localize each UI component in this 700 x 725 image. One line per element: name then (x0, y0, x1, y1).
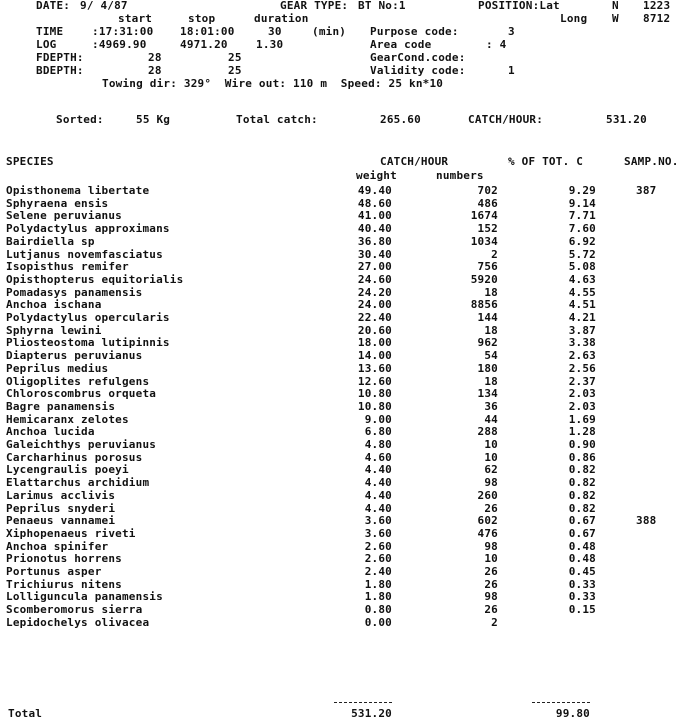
catch-numbers: 98 (484, 590, 498, 604)
pct-of-total: 0.82 (568, 476, 596, 490)
catch-numbers: 702 (477, 184, 498, 197)
catch-numbers: 1674 (470, 209, 498, 223)
bdepth-stop: 25 (228, 64, 242, 77)
catch-weight: 27.00 (357, 260, 392, 274)
species-name: Prionotus horrens (6, 552, 122, 566)
catch-weight: 1.80 (364, 577, 392, 591)
catch-weight: 30.40 (357, 247, 392, 261)
catch-numbers: 18 (484, 323, 498, 337)
species-name: Anchoa lucida (6, 425, 95, 439)
pct-of-total: 2.37 (568, 374, 596, 388)
pct-of-total: 0.15 (568, 603, 596, 617)
species-name: Anchoa ischana (6, 298, 102, 312)
species-name: Bagre panamensis (6, 399, 116, 413)
catch-numbers: 8856 (470, 298, 498, 312)
table-row (0, 261, 700, 274)
table-row (0, 388, 700, 401)
species-name: Peprilus snyderi (6, 501, 116, 515)
species-name: Polydactylus opercularis (6, 311, 170, 324)
table-row (0, 185, 700, 198)
pct-of-total: 6.92 (568, 234, 596, 248)
catch-numbers: 10 (484, 552, 498, 566)
catch-weight: 4.80 (364, 438, 392, 451)
time-label: TIME (36, 25, 64, 38)
species-name: Sphyrna lewini (6, 323, 102, 337)
table-row (0, 604, 700, 617)
date-value: 9/ 4/87 (80, 0, 128, 12)
total-catch-label: Total catch: (236, 113, 318, 126)
pct-of-total: 4.63 (568, 272, 596, 286)
total-weight-rule (334, 702, 392, 703)
pct-of-total: 2.03 (568, 387, 596, 401)
fdepth-label: FDEPTH: (36, 51, 84, 64)
pct-of-total: 5.72 (568, 247, 596, 261)
table-row (0, 350, 700, 363)
time-stop: 18:01:00 (180, 25, 235, 38)
table-row (0, 223, 700, 236)
pct-of-total: 5.08 (568, 260, 596, 274)
lat-hemisphere: N (612, 0, 619, 12)
species-name: Hemicaranx zelotes (6, 412, 129, 426)
catch-numbers: 134 (477, 387, 498, 401)
col-samp-header: SAMP.NO. (624, 155, 679, 168)
catch-weight: 10.80 (357, 387, 392, 401)
catch-numbers: 18 (484, 374, 498, 388)
species-name: Pliosteostoma lutipinnis (6, 336, 170, 350)
validity-code-value: 1 (508, 64, 515, 77)
date-label: DATE: (36, 0, 71, 12)
species-name: Lutjanus novemfasciatus (6, 247, 163, 261)
catch-numbers: 18 (484, 285, 498, 299)
catch-numbers: 10 (484, 438, 498, 451)
pct-of-total: 0.48 (568, 552, 596, 566)
table-row (0, 591, 700, 604)
species-name: Pomadasys panamensis (6, 285, 143, 299)
catch-weight: 2.60 (364, 552, 392, 566)
time-unit: (min) (312, 25, 347, 38)
table-row (0, 325, 700, 338)
catch-per-hour-value: 531.20 (606, 113, 647, 126)
catch-numbers: 98 (484, 476, 498, 490)
pct-of-total: 0.86 (568, 450, 596, 464)
catch-numbers: 54 (484, 349, 498, 363)
total-label: Total (8, 707, 43, 720)
catch-weight: 0.00 (364, 615, 392, 629)
species-name: Penaeus vannamei (6, 514, 116, 528)
catch-weight: 2.60 (364, 539, 392, 553)
table-row (0, 515, 700, 528)
area-code-value: : 4 (486, 38, 507, 51)
pct-of-total: 0.33 (568, 577, 596, 591)
catch-numbers: 476 (477, 526, 498, 540)
catch-weight: 14.00 (357, 349, 392, 363)
species-name: Oligoplites refulgens (6, 374, 150, 388)
log-label: LOG (36, 38, 57, 51)
species-name: Selene peruvianus (6, 209, 122, 223)
catch-weight: 24.60 (357, 272, 392, 286)
catch-numbers: 288 (477, 425, 498, 439)
pct-of-total: 2.63 (568, 349, 596, 363)
pct-of-total: 0.48 (568, 539, 596, 553)
catch-numbers: 962 (477, 336, 498, 350)
table-row (0, 236, 700, 249)
bdepth-start: 28 (148, 64, 162, 77)
pct-of-total: 0.67 (568, 526, 596, 540)
catch-numbers: 152 (477, 222, 498, 236)
purpose-code-label: Purpose code: (370, 25, 459, 38)
area-code-label: Area code (370, 38, 432, 51)
species-name: Lycengraulis poeyi (6, 463, 129, 477)
pct-of-total: 4.55 (568, 285, 596, 299)
catch-weight: 40.40 (357, 222, 392, 236)
species-name: Scomberomorus sierra (6, 603, 143, 617)
sub-weight-header: weight (356, 169, 397, 182)
catch-weight: 0.80 (364, 603, 392, 617)
catch-weight: 4.60 (364, 450, 392, 464)
table-row (0, 477, 700, 490)
catch-weight: 20.60 (357, 323, 392, 337)
table-row (0, 579, 700, 592)
pct-of-total: 0.45 (568, 565, 596, 578)
col-pct-header: % OF TOT. C (508, 155, 584, 168)
catch-weight: 4.40 (364, 501, 392, 515)
pct-of-total: 4.21 (568, 311, 596, 324)
sorted-label: Sorted: (56, 113, 104, 126)
total-weight: 531.20 (351, 707, 392, 720)
table-row (0, 464, 700, 477)
purpose-code-value: 3 (508, 25, 515, 38)
pct-of-total: 3.38 (568, 336, 596, 350)
fdepth-start: 28 (148, 51, 162, 64)
species-name: Lolliguncula panamensis (6, 590, 163, 604)
pct-of-total: 9.29 (568, 184, 596, 197)
species-name: Larimus acclivis (6, 488, 116, 502)
catch-numbers: 2 (491, 615, 498, 629)
pct-of-total: 2.03 (568, 399, 596, 413)
catch-numbers: 144 (477, 311, 498, 324)
species-name: Elattarchus archidium (6, 476, 150, 490)
catch-weight: 3.60 (364, 526, 392, 540)
catch-numbers: 26 (484, 603, 498, 617)
table-row (0, 528, 700, 541)
bdepth-label: BDEPTH: (36, 64, 84, 77)
table-row (0, 337, 700, 350)
catch-weight: 49.40 (357, 184, 392, 197)
pct-of-total: 7.60 (568, 222, 596, 236)
catch-numbers: 486 (477, 196, 498, 210)
catch-weight: 41.00 (357, 209, 392, 223)
species-name: Lepidochelys olivacea (6, 615, 150, 629)
log-start: :4969.90 (92, 38, 147, 51)
table-row (0, 274, 700, 287)
pct-of-total: 4.51 (568, 298, 596, 312)
col-catch-hour-header: CATCH/HOUR (380, 155, 449, 168)
catch-weight: 10.80 (357, 399, 392, 413)
pct-of-total: 0.82 (568, 501, 596, 515)
catch-numbers: 44 (484, 412, 498, 426)
species-name: Galeichthys peruvianus (6, 438, 157, 451)
table-row (0, 299, 700, 312)
species-name: Carcharhinus porosus (6, 450, 143, 464)
catch-weight: 4.40 (364, 476, 392, 490)
log-stop: 4971.20 (180, 38, 228, 51)
pct-of-total: 0.82 (568, 488, 596, 502)
species-name: Peprilus medius (6, 361, 109, 375)
table-row (0, 312, 700, 325)
pct-of-total: 0.90 (568, 438, 596, 451)
species-name: Chloroscombrus orqueta (6, 387, 157, 401)
table-row (0, 617, 700, 630)
catch-weight: 2.40 (364, 565, 392, 578)
catch-weight: 4.40 (364, 488, 392, 502)
total-pct: 99.80 (555, 707, 590, 720)
species-name: Xiphopenaeus riveti (6, 526, 136, 540)
catch-weight: 3.60 (364, 514, 392, 528)
pct-of-total: 1.28 (568, 425, 596, 439)
col-species-header: SPECIES (6, 155, 54, 168)
time-start: :17:31:00 (92, 25, 154, 38)
pct-of-total: 7.71 (568, 209, 596, 223)
species-name: Sphyraena ensis (6, 196, 109, 210)
catch-numbers: 602 (477, 514, 498, 528)
catch-weight: 18.00 (357, 336, 392, 350)
col-start-label: start (118, 12, 153, 25)
sample-number: 388 (636, 514, 657, 528)
catch-numbers: 756 (477, 260, 498, 274)
catch-numbers: 5920 (470, 272, 498, 286)
pct-of-total: 0.33 (568, 590, 596, 604)
catch-weight: 6.80 (364, 425, 392, 439)
total-catch-value: 265.60 (380, 113, 421, 126)
table-row (0, 363, 700, 376)
catch-weight: 24.00 (357, 298, 392, 312)
table-row (0, 198, 700, 211)
validity-code-label: Validity code: (370, 64, 466, 77)
gearcond-code-label: GearCond.code: (370, 51, 466, 64)
species-name: Portunus asper (6, 565, 102, 578)
species-name: Diapterus peruvianus (6, 349, 143, 363)
catch-weight: 12.60 (357, 374, 392, 388)
species-name: Anchoa spinifer (6, 539, 109, 553)
lat-value: 1223 (643, 0, 671, 12)
col-duration-label: duration (254, 12, 309, 25)
catch-numbers: 1034 (470, 234, 498, 248)
catch-per-hour-label: CATCH/HOUR: (468, 113, 544, 126)
catch-numbers: 62 (484, 463, 498, 477)
table-row (0, 287, 700, 300)
catch-numbers: 10 (484, 450, 498, 464)
catch-numbers: 26 (484, 501, 498, 515)
catch-weight: 48.60 (357, 196, 392, 210)
pct-of-total: 3.87 (568, 323, 596, 337)
catch-numbers: 26 (484, 565, 498, 578)
pct-of-total: 2.56 (568, 361, 596, 375)
table-row (0, 490, 700, 503)
species-name: Opisthopterus equitorialis (6, 272, 184, 286)
long-hemisphere: W (612, 12, 619, 25)
table-row (0, 553, 700, 566)
species-name: Trichiurus nitens (6, 577, 122, 591)
catch-weight: 36.80 (357, 234, 392, 248)
gear-type-label: GEAR TYPE: (280, 0, 349, 12)
catch-numbers: 98 (484, 539, 498, 553)
long-value: 8712 (643, 12, 671, 25)
table-row (0, 566, 700, 579)
pct-of-total: 0.67 (568, 514, 596, 528)
gear-type-value: BT No:1 (358, 0, 406, 12)
table-row (0, 426, 700, 439)
table-row (0, 401, 700, 414)
catch-numbers: 180 (477, 361, 498, 375)
catch-weight: 4.40 (364, 463, 392, 477)
sample-number: 387 (636, 184, 657, 197)
log-duration: 1.30 (256, 38, 284, 51)
sub-numbers-header: numbers (436, 169, 484, 182)
species-name: Bairdiella sp (6, 234, 95, 248)
pct-of-total: 9.14 (568, 196, 596, 210)
time-duration: 30 (268, 25, 282, 38)
position-label: POSITION:Lat (478, 0, 560, 12)
catch-weight: 22.40 (357, 311, 392, 324)
catch-numbers: 2 (491, 247, 498, 261)
catch-weight: 13.60 (357, 361, 392, 375)
fdepth-stop: 25 (228, 51, 242, 64)
species-name: Opisthonema libertate (6, 184, 150, 197)
catch-weight: 9.00 (364, 412, 392, 426)
table-row (0, 439, 700, 452)
sorted-value: 55 Kg (136, 113, 171, 126)
catch-weight: 1.80 (364, 590, 392, 604)
table-row (0, 210, 700, 223)
long-label: Long (560, 12, 588, 25)
catch-numbers: 260 (477, 488, 498, 502)
table-row (0, 541, 700, 554)
species-name: Polydactylus approximans (6, 222, 170, 236)
total-pct-rule (532, 702, 590, 703)
catch-weight: 24.20 (357, 285, 392, 299)
catch-numbers: 36 (484, 399, 498, 413)
table-row (0, 452, 700, 465)
towing-info: Towing dir: 329° Wire out: 110 m Speed: 25 kn*10 (102, 77, 444, 90)
catch-numbers: 26 (484, 577, 498, 591)
species-name: Isopisthus remifer (6, 260, 129, 274)
pct-of-total: 1.69 (568, 412, 596, 426)
pct-of-total: 0.82 (568, 463, 596, 477)
col-stop-label: stop (188, 12, 216, 25)
table-row (0, 414, 700, 427)
